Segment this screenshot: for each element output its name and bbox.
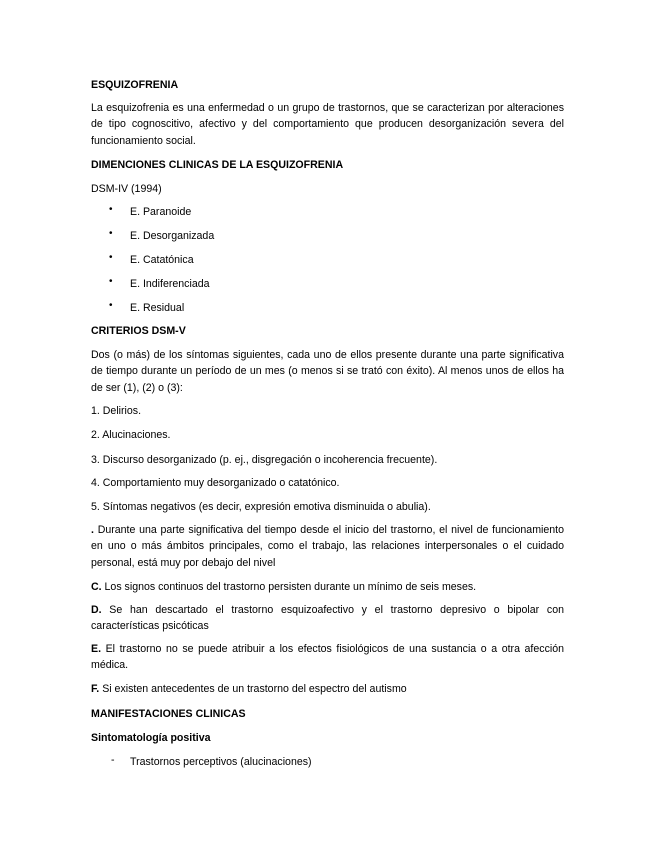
criterion-letter: .	[91, 524, 94, 536]
criterion-text: Durante una parte significativa del tiempo desde el inicio del trastorno, el nivel de funcionamiento en uno o más ámbitos principales, como el trabajo, las relaciones interpersonales o el cuidado personal, está muy por debajo del nivel	[91, 524, 564, 569]
criterion-item: 2. Alucinaciones.	[91, 429, 171, 441]
manifestations-subheading: Sintomatología positiva	[91, 732, 211, 744]
criterion-item: 4. Comportamiento muy desorganizado o catatónico.	[91, 477, 340, 489]
criterion-paragraph	[91, 681, 564, 697]
dimensions-heading: DIMENCIONES CLINICAS DE LA ESQUIZOFRENIA	[91, 159, 344, 171]
criterion-letter: E.	[91, 643, 102, 655]
bullet-icon: •	[109, 228, 113, 239]
dimension-item: E. Residual	[130, 302, 185, 314]
criterion-item: 5. Síntomas negativos (es decir, expresión emotiva disminuida o abulia).	[91, 501, 431, 513]
bullet-icon: •	[109, 276, 113, 287]
manifestation-item: Trastornos perceptivos (alucinaciones)	[130, 756, 312, 768]
dimension-item: E. Catatónica	[130, 254, 194, 266]
document-title: ESQUIZOFRENIA	[91, 79, 179, 91]
dimension-item: E. Desorganizada	[130, 230, 215, 242]
criterion-text: Se han descartado el trastorno esquizoafectivo y el trastorno depresivo o bipolar con características psicóticas	[91, 604, 564, 633]
criterion-letter: F.	[91, 683, 100, 695]
bullet-icon: •	[109, 300, 113, 311]
criterion-paragraph	[91, 602, 564, 635]
criterion-item: 1. Delirios.	[91, 405, 142, 417]
criterion-text: El trastorno no se puede atribuir a los efectos fisiológicos de una sustancia o a otra afección médica.	[91, 643, 564, 672]
criterion-paragraph	[91, 641, 564, 674]
dimension-item: E. Indiferenciada	[130, 278, 210, 290]
criterion-text: Los signos continuos del trastorno persisten durante un mínimo de seis meses.	[101, 581, 477, 593]
criteria-heading: CRITERIOS DSM-V	[91, 325, 186, 337]
dash-icon: -	[111, 754, 115, 766]
criterion-item: 3. Discurso desorganizado (p. ej., disgregación o incoherencia frecuente).	[91, 454, 438, 466]
intro-paragraph: La esquizofrenia es una enfermedad o un grupo de trastornos, que se caracterizan por alteraciones de tipo cognoscitivo, afectivo y del comportamiento que producen desorganización severa del funcionamiento social.	[91, 102, 564, 147]
dimensions-source: DSM-IV (1994)	[91, 183, 162, 195]
criterion-letter: D.	[91, 604, 102, 616]
bullet-icon: •	[109, 204, 113, 215]
bullet-icon: •	[109, 252, 113, 263]
dimension-item: E. Paranoide	[130, 206, 192, 218]
criterion-paragraph	[91, 522, 564, 571]
criterion-letter: C.	[91, 581, 102, 593]
criteria-intro: Dos (o más) de los síntomas siguientes, cada uno de ellos presente durante una parte significativa de tiempo durante un período de un mes (o menos si se trató con éxito). Al menos unos de ellos ha de ser (1), (2) o (3):	[91, 349, 564, 394]
criterion-text: Si existen antecedentes de un trastorno del espectro del autismo	[99, 683, 407, 695]
criterion-paragraph	[91, 579, 564, 595]
manifestations-heading: MANIFESTACIONES CLINICAS	[91, 708, 246, 720]
